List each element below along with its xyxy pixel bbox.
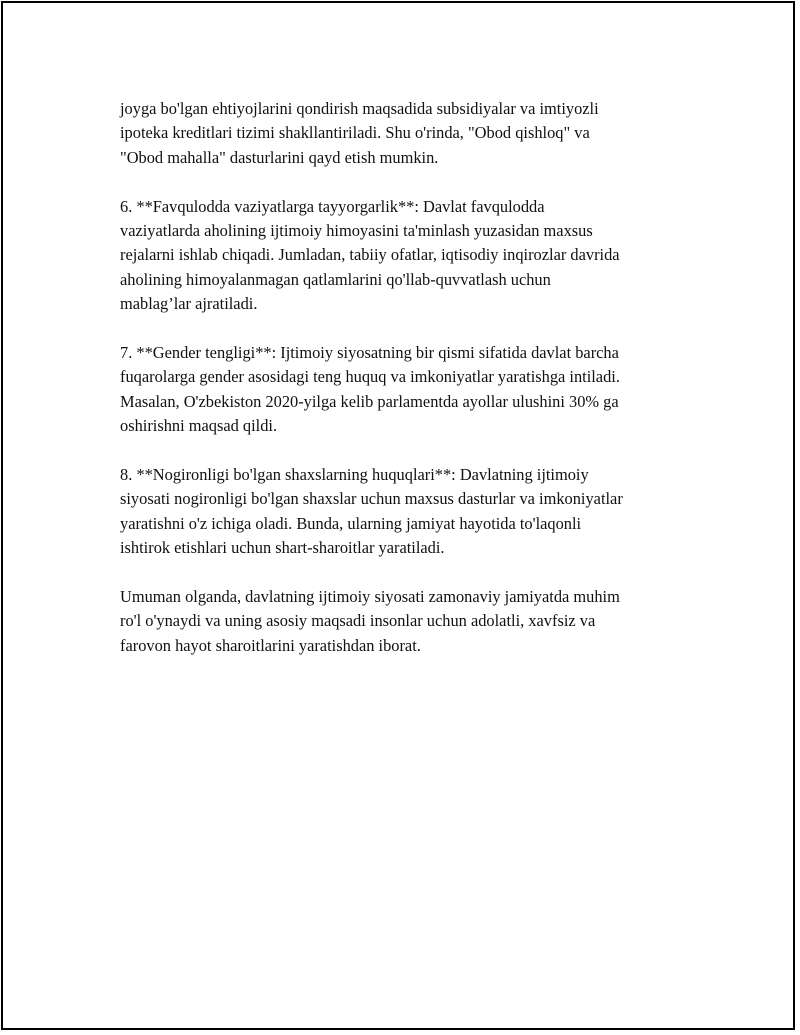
text-line: joyga bo'lgan ehtiyojlarini qondirish maqsadida subsidiyalar va imtiyozli	[120, 99, 599, 118]
text-line: "Obod mahalla" dasturlarini qayd etish mumkin.	[120, 147, 439, 167]
text-line: mablag’lar ajratiladi.	[120, 294, 258, 314]
text-line: 6. **Favqulodda vaziyatlarga tayyorgarlik**: Davlat favqulodda	[120, 196, 545, 216]
text-line: ipoteka kreditlari tizimi shakllantiriladi. Shu o'rinda, "Obod qishloq" va	[120, 123, 590, 143]
text-line: rejalarni ishlab chiqadi. Jumladan, tabiiy ofatlar, iqtisodiy inqirozlar davrida	[120, 245, 620, 265]
text-line: ishtirok etishlari uchun shart-sharoitlar yaratiladi.	[120, 538, 445, 558]
paragraph-emergency-preparedness	[120, 195, 710, 317]
document-body	[120, 97, 710, 683]
text-line: yaratishni o'z ichiga oladi. Bunda, ularning jamiyat hayotida to'laqonli	[120, 513, 582, 533]
text-line: farovon hayot sharoitlarini yaratishdan iborat.	[120, 635, 421, 655]
text-line: siyosati nogironligi bo'lgan shaxslar uchun maxsus dasturlar va imkoniyatlar	[120, 489, 623, 509]
text-line: aholining himoyalanmagan qatlamlarini qo'llab-quvvatlash uchun	[120, 269, 551, 289]
text-line: vaziyatlarda aholining ijtimoiy himoyasini ta'minlash yuzasidan maxsus	[120, 221, 593, 241]
paragraph-disability-rights	[120, 463, 710, 561]
paragraph-gender-equality	[120, 341, 710, 439]
text-line: ro'l o'ynaydi va uning asosiy maqsadi insonlar uchun adolatli, xavfsiz va	[120, 611, 596, 631]
text-line: 8. **Nogironligi bo'lgan shaxslarning huquqlari**: Davlatning ijtimoiy	[120, 465, 589, 485]
text-line: Masalan, O'zbekiston 2020-yilga kelib parlamentda ayollar ulushini 30% ga	[120, 391, 619, 411]
paragraph-housing-continuation	[120, 97, 710, 170]
text-line: 7. **Gender tengligi**: Ijtimoiy siyosatning bir qismi sifatida davlat barcha	[120, 343, 619, 363]
document-page	[1, 1, 795, 1030]
text-line: oshirishni maqsad qildi.	[120, 416, 278, 436]
text-line: Umuman olganda, davlatning ijtimoiy siyosati zamonaviy jamiyatda muhim	[120, 587, 620, 607]
paragraph-conclusion	[120, 585, 710, 658]
text-line: fuqarolarga gender asosidagi teng huquq va imkoniyatlar yaratishga intiladi.	[120, 367, 620, 387]
